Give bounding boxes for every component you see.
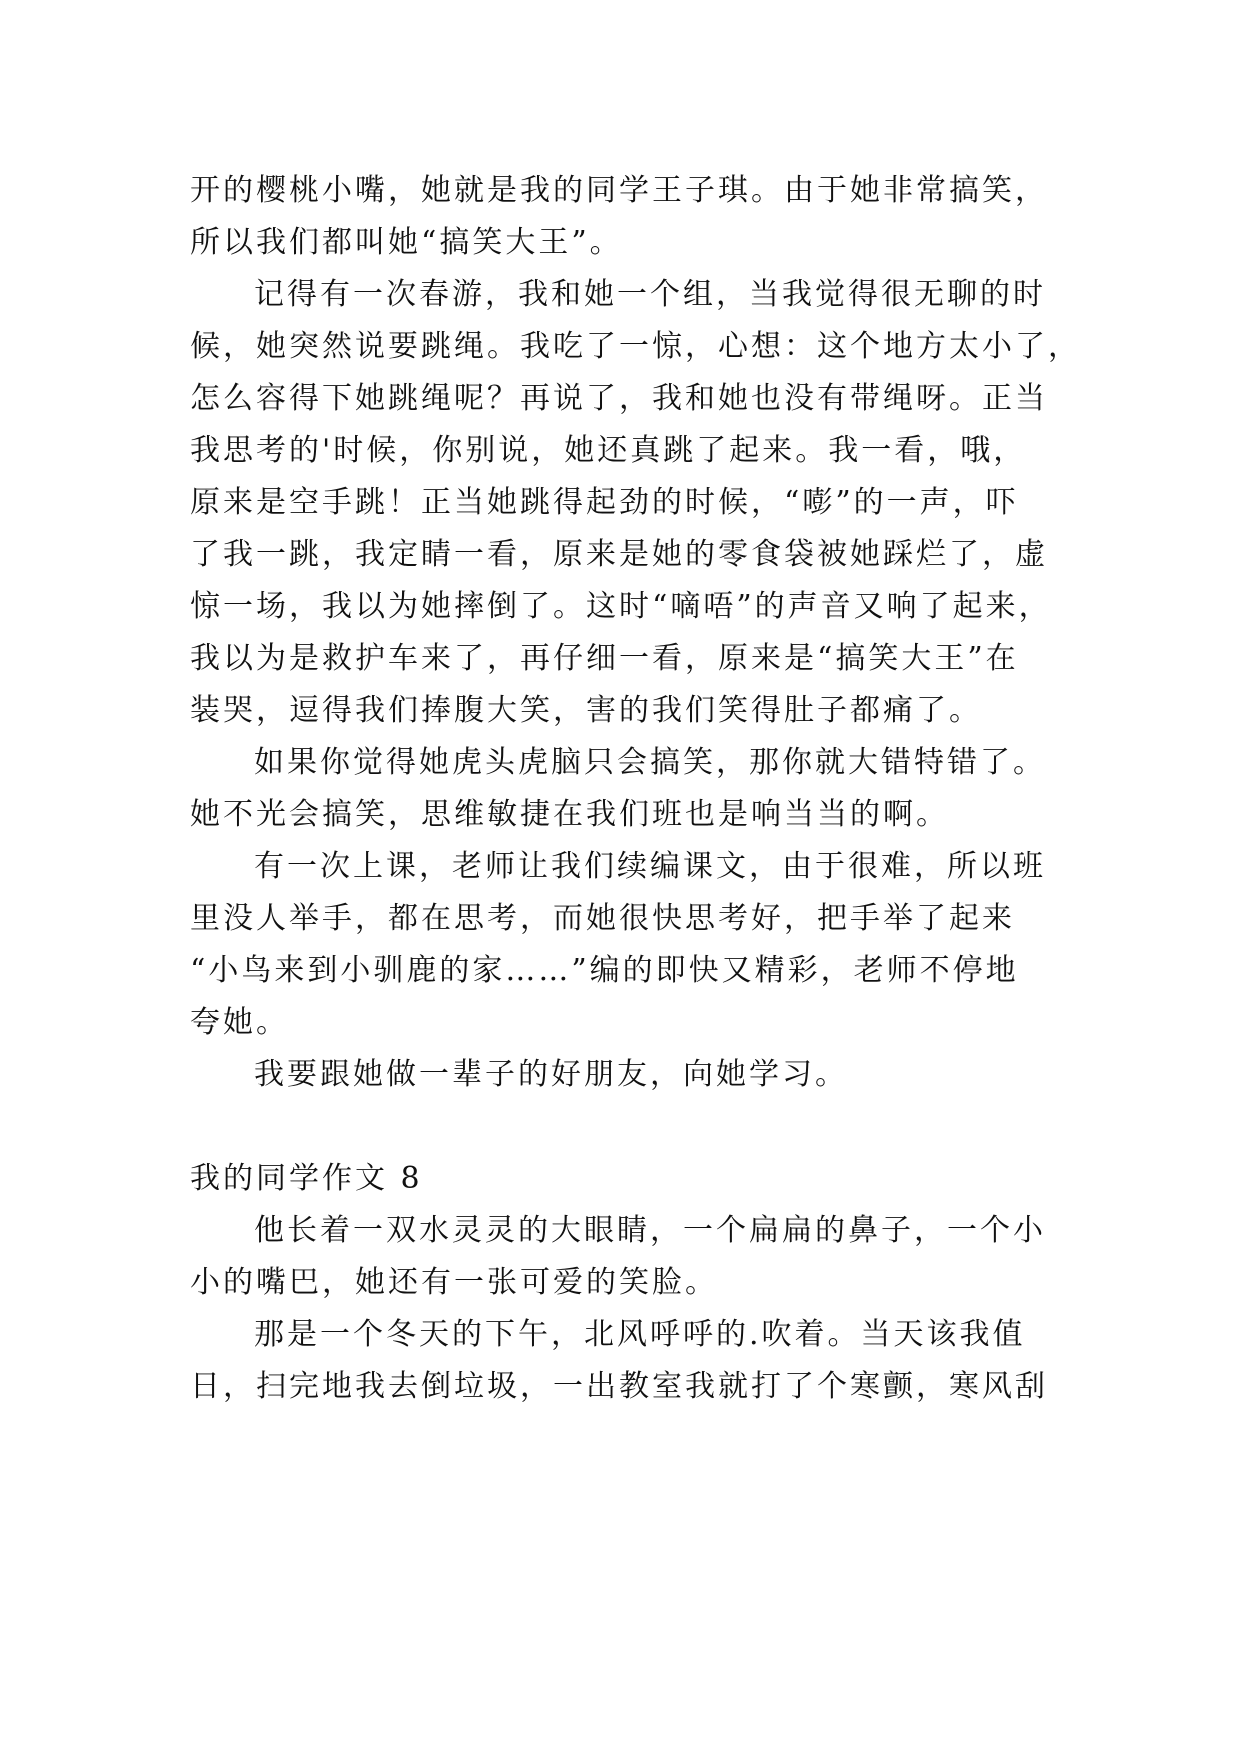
text-line: 所以我们都叫她“搞笑大王”。 xyxy=(190,225,623,260)
paragraph-start-line: 有一次上课，老师让我们续编课文，由于很难，所以班 xyxy=(254,849,1046,884)
text-line: 了我一跳，我定睛一看，原来是她的零食袋被她踩烂了，虚 xyxy=(190,537,1048,572)
text-line: 惊一场，我以为她摔倒了。这时“嘀唔”的声音又响了起来， xyxy=(190,589,1052,624)
section-heading: 我的同学作文 8 xyxy=(190,1161,423,1196)
text-line: 装哭，逗得我们捧腹大笑，害的我们笑得肚子都痛了。 xyxy=(190,693,982,728)
paragraph-start-line: 记得有一次春游，我和她一个组，当我觉得很无聊的时 xyxy=(254,277,1046,312)
text-line: 她不光会搞笑，思维敏捷在我们班也是响当当的啊。 xyxy=(190,797,949,832)
paragraph-start-line: 如果你觉得她虎头虎脑只会搞笑，那你就大错特错了。 xyxy=(254,745,1046,780)
text-line: 怎么容得下她跳绳呢？再说了，我和她也没有带绳呀。正当 xyxy=(190,381,1048,416)
text-line: 日，扫完地我去倒垃圾，一出教室我就打了个寒颤，寒风刮 xyxy=(190,1369,1048,1404)
text-line: “小鸟来到小驯鹿的家……”编的即快又精彩，老师不停地 xyxy=(190,953,1019,988)
paragraph-start-line: 他长着一双水灵灵的大眼睛，一个扁扁的鼻子，一个小 xyxy=(254,1213,1046,1248)
text-line: 夸她。 xyxy=(190,1005,289,1040)
text-line: 我以为是救护车来了，再仔细一看，原来是“搞笑大王”在 xyxy=(190,641,1019,676)
text-line: 我思考的'时候，你别说，她还真跳了起来。我一看，哦， xyxy=(190,433,1027,468)
text-line: 小的嘴巴，她还有一张可爱的笑脸。 xyxy=(190,1265,718,1300)
text-line: 开的樱桃小嘴，她就是我的同学王子琪。由于她非常搞笑， xyxy=(190,173,1048,208)
text-line: 候，她突然说要跳绳。我吃了一惊，心想：这个地方太小了， xyxy=(190,329,1081,364)
text-line: 原来是空手跳！正当她跳得起劲的时候，“嘭”的一声，吓 xyxy=(190,485,1019,520)
paragraph-start-line: 那是一个冬天的下午，北风呼呼的.吹着。当天该我值 xyxy=(254,1317,1026,1352)
essay-body xyxy=(190,165,1081,1413)
text-line: 里没人举手，都在思考，而她很快思考好，把手举了起来 xyxy=(190,901,1015,936)
paragraph-start-line: 我要跟她做一辈子的好朋友，向她学习。 xyxy=(254,1057,848,1092)
